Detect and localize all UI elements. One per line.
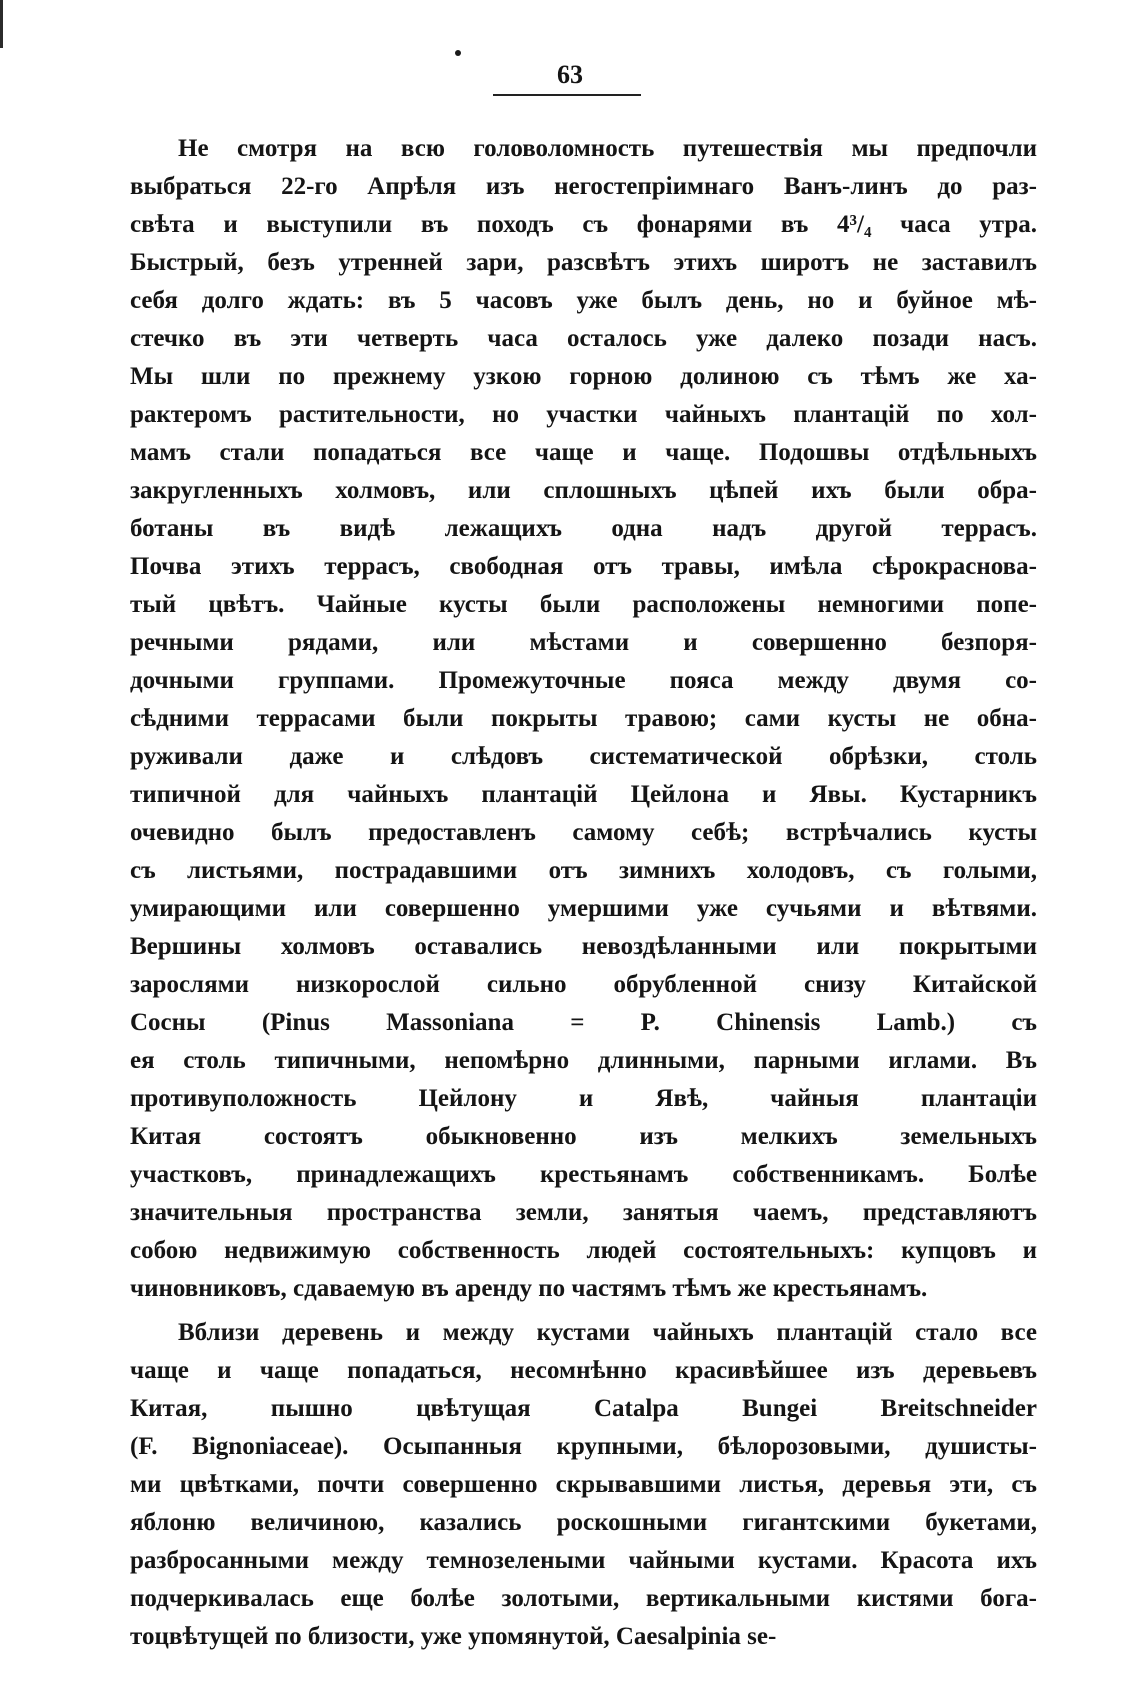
text-line: руживали даже и слѣдовъ систематической обрѣзки, столь — [130, 743, 1037, 770]
paragraph-2 — [130, 1314, 1037, 1656]
text-line: очевидно былъ предоставленъ самому себѣ; встрѣчались кусты — [130, 819, 1037, 846]
text-line: Быстрый, безъ утренней зари, разсвѣтъ этихъ широтъ не заставилъ — [130, 249, 1037, 276]
text-line: Китая, пышно цвѣтущая Catalpa Bungei Breitschneider — [130, 1395, 1037, 1422]
text-line: Сосны (Pinus Massoniana = P. Chinensis Lamb.) съ — [130, 1009, 1037, 1036]
text-line: тоцвѣтущей по близости, уже упомянутой, Caesalpinia se- — [130, 1623, 777, 1650]
page-number: 63 — [557, 60, 583, 89]
text-line: съ листьями, пострадавшими отъ зимнихъ холодовъ, съ голыми, — [130, 857, 1037, 884]
text-line: противуположность Цейлону и Явѣ, чайныя плантаціи — [130, 1085, 1037, 1112]
text-line: речными рядами, или мѣстами и совершенно безпоря- — [130, 629, 1037, 656]
text-line: тый цвѣтъ. Чайные кусты были расположены немногими попе- — [130, 591, 1037, 618]
page-edge-mark — [0, 0, 3, 48]
ink-dot — [455, 50, 461, 56]
text-line: ми цвѣтками, почти совершенно скрывавшими листья, деревья эти, съ — [130, 1471, 1037, 1498]
paragraph-1 — [130, 130, 1037, 1308]
text-line: чиновниковъ, сдаваемую въ аренду по частямъ тѣмъ же крестьянамъ. — [130, 1275, 928, 1302]
text-line: подчеркивалась еще болѣе золотыми, вертикальными кистями бога- — [130, 1585, 1037, 1612]
text-line: участковъ, принадлежащихъ крестьянамъ собственникамъ. Болѣе — [130, 1161, 1037, 1188]
text-line: ботаны въ видѣ лежащихъ одна надъ другой террасъ. — [130, 515, 1037, 542]
text-line: стечко въ эти четверть часа осталось уже далеко позади насъ. — [130, 325, 1037, 352]
text-line: сѣдними террасами были покрыты травою; сами кусты не обна- — [130, 705, 1037, 732]
text-line: ея столь типичными, непомѣрно длинными, парными иглами. Въ — [130, 1047, 1037, 1074]
text-line: дочными группами. Промежуточные пояса между двумя со- — [130, 667, 1037, 694]
text-line: разбросанными между темнозелеными чайными кустами. Красота ихъ — [130, 1547, 1037, 1574]
text-line: закругленныхъ холмовъ, или сплошныхъ цѣпей ихъ были обра- — [130, 477, 1037, 504]
text-line: себя долго ждать: въ 5 часовъ уже былъ день, но и буйное мѣ- — [130, 287, 1037, 314]
text-line: зарослями низкорослой сильно обрубленной снизу Китайской — [130, 971, 1037, 998]
text-line: (F. Bignoniaceae). Осыпанныя крупными, бѣлорозовыми, душисты- — [130, 1433, 1037, 1460]
text-line: чаще и чаще попадаться, несомнѣнно красивѣйшее изъ деревьевъ — [130, 1357, 1037, 1384]
text-line: рактеромъ растительности, но участки чайныхъ плантацій по хол- — [130, 401, 1037, 428]
text-line: мамъ стали попадаться все чаще и чаще. Подошвы отдѣльныхъ — [130, 439, 1037, 466]
text-line: значительныя пространства земли, занятыя чаемъ, представляютъ — [130, 1199, 1037, 1226]
text-line: Вблизи деревень и между кустами чайныхъ плантацій стало все — [178, 1319, 1037, 1346]
text-line: свѣта и выступили въ походъ съ фонарями въ 4³/₄ часа утра. — [130, 211, 1037, 238]
text-line: Вершины холмовъ оставались невоздѣланными или покрытыми — [130, 933, 1037, 960]
text-line: Мы шли по прежнему узкою горною долиною съ тѣмъ же ха- — [130, 363, 1037, 390]
text-line: типичной для чайныхъ плантацій Цейлона и Явы. Кустарникъ — [130, 781, 1037, 808]
text-line: Китая состоятъ обыкновенно изъ мелкихъ земельныхъ — [130, 1123, 1037, 1150]
text-line: собою недвижимую собственность людей состоятельныхъ: купцовъ и — [130, 1237, 1037, 1264]
text-line: умирающими или совершенно умершими уже сучьями и вѣтвями. — [130, 895, 1037, 922]
header-rule — [493, 94, 641, 96]
text-line: Почва этихъ террасъ, свободная отъ травы, имѣла сѣрокраснова- — [130, 553, 1037, 580]
text-line: Не смотря на всю головоломность путешествія мы предпочли — [178, 135, 1037, 162]
text-line: яблоню величиною, казались роскошными гигантскими букетами, — [130, 1509, 1037, 1536]
text-line: выбраться 22-го Апрѣля изъ негостепріимнаго Ванъ-линъ до раз- — [130, 173, 1037, 200]
body-text — [130, 130, 1037, 1656]
